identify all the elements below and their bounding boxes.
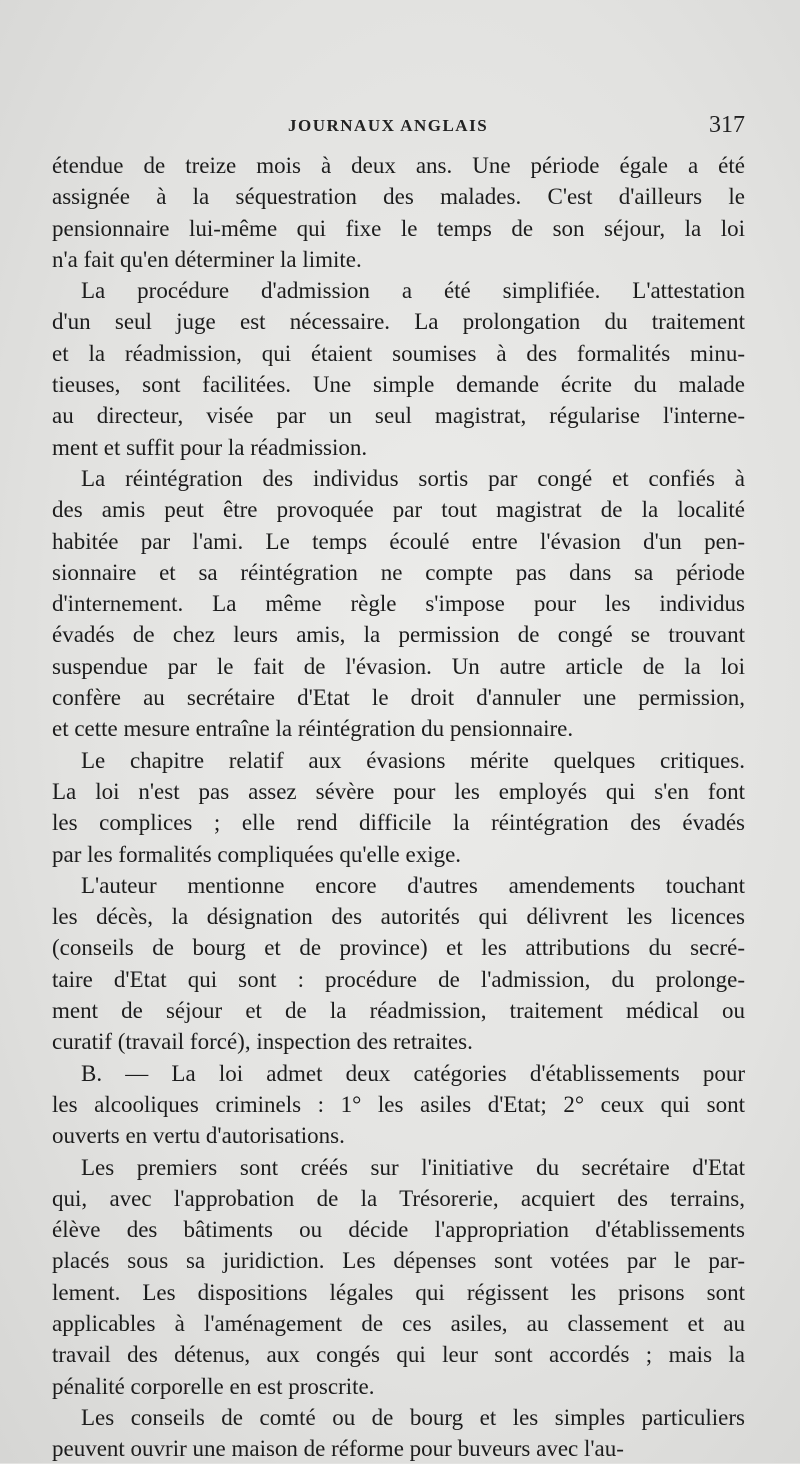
text-line: étendue de treize mois à deux ans. Une période égale a été <box>52 153 745 178</box>
text-line: et la réadmission, qui étaient soumises à des formalités minu- <box>52 340 745 366</box>
text-line: pénalité corporelle en est proscrite. <box>52 1373 375 1399</box>
text-line: applicables à l'aménagement de ces asiles, au classement et au <box>52 1310 745 1336</box>
text-line: placés sous sa juridiction. Les dépenses sont votées par le par- <box>52 1248 745 1274</box>
page-header <box>52 112 745 142</box>
text-line: La réintégration des individus sortis par congé et confiés à <box>81 465 745 491</box>
text-line: qui, avec l'approbation de la Trésorerie, acquiert des terrains, <box>52 1185 745 1211</box>
text-line: confère au secrétaire d'Etat le droit d'annuler une permission, <box>52 685 745 711</box>
text-line: habitée par l'ami. Le temps écoulé entre l'évasion d'un pen- <box>52 528 745 554</box>
text-line: ment de séjour et de la réadmission, traitement médical ou <box>52 998 745 1024</box>
text-line: tieuses, sont facilitées. Une simple demande écrite du malade <box>52 372 745 398</box>
text-line: lement. Les dispositions légales qui régissent les prisons sont <box>52 1279 745 1305</box>
text-line: les complices ; elle rend difficile la réintégration des évadés <box>52 810 745 836</box>
text-line: Les conseils de comté ou de bourg et les simples particuliers <box>81 1404 745 1430</box>
text-line: des amis peut être provoquée par tout magistrat de la localité <box>52 497 745 523</box>
text-line: ouverts en vertu d'autorisations. <box>52 1123 345 1149</box>
text-line: Les premiers sont créés sur l'initiative du secrétaire d'Etat <box>81 1154 745 1180</box>
text-line: assignée à la séquestration des malades. C'est d'ailleurs le <box>52 184 745 210</box>
text-line: par les formalités compliquées qu'elle exige. <box>52 841 462 867</box>
text-line: ment et suffit pour la réadmission. <box>52 434 368 460</box>
text-line: Le chapitre relatif aux évasions mérite quelques critiques. <box>81 747 745 773</box>
text-line: d'internement. La même règle s'impose pour les individus <box>52 591 745 617</box>
text-line: suspendue par le fait de l'évasion. Un autre article de la loi <box>52 653 745 679</box>
text-line: d'un seul juge est nécessaire. La prolongation du traitement <box>52 309 745 335</box>
text-line: B. — La loi admet deux catégories d'établissements pour <box>81 1060 745 1086</box>
text-line: n'a fait qu'en déterminer la limite. <box>52 246 362 272</box>
text-line: pensionnaire lui-même qui fixe le temps de son séjour, la loi <box>52 215 745 241</box>
text-line: au directeur, visée par un seul magistrat, régularise l'interne- <box>52 403 745 429</box>
text-line: La loi n'est pas assez sévère pour les employés qui s'en font <box>52 778 745 804</box>
running-title: JOURNAUX ANGLAIS <box>288 116 489 135</box>
body-text <box>52 150 745 1464</box>
text-line: élève des bâtiments ou décide l'appropriation d'établissements <box>52 1217 745 1243</box>
text-line: les décès, la désignation des autorités qui délivrent les licences <box>52 904 745 930</box>
text-line: peuvent ouvrir une maison de réforme pour buveurs avec l'au- <box>52 1436 624 1462</box>
text-line: L'auteur mentionne encore d'autres amendements touchant <box>81 872 745 898</box>
text-line: curatif (travail forcé), inspection des retraites. <box>52 1029 473 1055</box>
text-line: évadés de chez leurs amis, la permission de congé se trouvant <box>52 622 745 648</box>
page-number: 317 <box>709 112 745 138</box>
text-line: taire d'Etat qui sont : procédure de l'admission, du prolonge- <box>52 966 745 992</box>
text-line: et cette mesure entraîne la réintégration du pensionnaire. <box>52 716 574 742</box>
text-line: (conseils de bourg et de province) et les attributions du secré- <box>52 935 745 961</box>
text-line: sionnaire et sa réintégration ne compte pas dans sa période <box>52 559 745 585</box>
text-line: travail des détenus, aux congés qui leur sont accordés ; mais la <box>52 1342 745 1368</box>
text-line: les alcooliques criminels : 1° les asiles d'Etat; 2° ceux qui sont <box>52 1091 745 1117</box>
text-line: La procédure d'admission a été simplifiée. L'attestation <box>81 278 745 304</box>
